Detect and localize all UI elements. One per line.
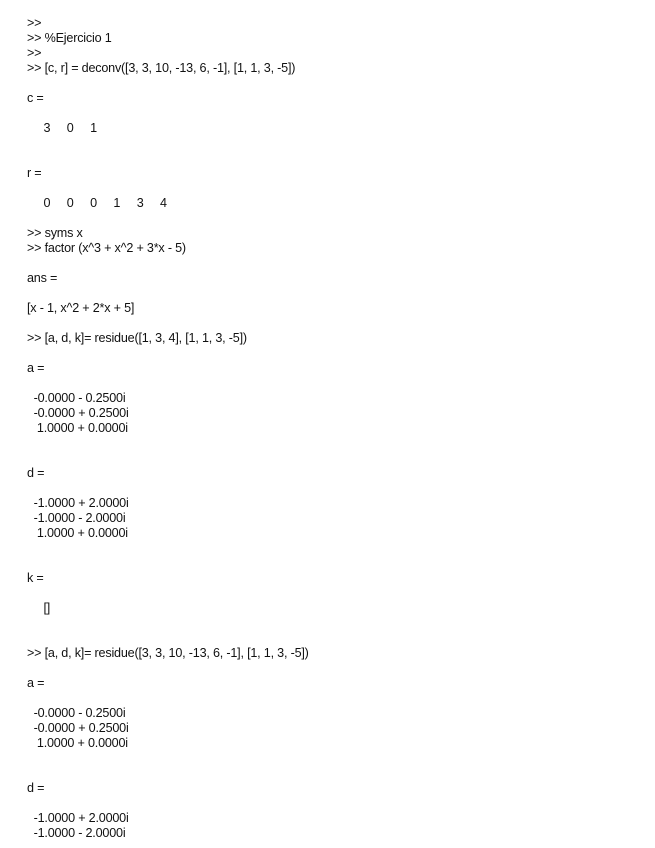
command-line: >> [a, d, k]= residue([3, 3, 10, -13, 6, -1], [1, 1, 3, -5]) (27, 646, 309, 660)
blank-line (27, 481, 637, 496)
output-line: -0.0000 + 0.2500i (27, 721, 129, 735)
output-line: ans = (27, 271, 58, 285)
blank-line (27, 346, 637, 361)
blank-line (27, 106, 637, 121)
output-line: -0.0000 + 0.2500i (27, 406, 129, 420)
output-line: c = (27, 91, 44, 105)
blank-line (27, 181, 637, 196)
blank-line (27, 76, 637, 91)
output-line: -1.0000 - 2.0000i (27, 826, 126, 840)
output-line: -0.0000 - 0.2500i (27, 391, 126, 405)
output-line: d = (27, 781, 45, 795)
output-line: -1.0000 + 2.0000i (27, 811, 129, 825)
blank-line (27, 751, 637, 766)
output-line: 1.0000 + 0.0000i (27, 421, 128, 435)
blank-line (27, 691, 637, 706)
output-line: -1.0000 - 2.0000i (27, 511, 126, 525)
blank-line (27, 586, 637, 601)
blank-line (27, 376, 637, 391)
blank-line (27, 136, 637, 151)
output-line: 1.0000 + 0.0000i (27, 736, 128, 750)
command-window-output (27, 16, 637, 841)
output-line: 0 0 0 1 3 4 (27, 196, 167, 210)
output-line: 3 0 1 (27, 121, 97, 135)
command-line: >> %Ejercicio 1 (27, 31, 112, 45)
blank-line (27, 616, 637, 631)
command-line: >> factor (x^3 + x^2 + 3*x - 5) (27, 241, 186, 255)
blank-line (27, 436, 637, 451)
blank-line (27, 766, 637, 781)
output-line: a = (27, 361, 45, 375)
blank-line (27, 556, 637, 571)
blank-line (27, 316, 637, 331)
output-line: d = (27, 466, 45, 480)
blank-line (27, 211, 637, 226)
output-line: [] (27, 601, 51, 615)
command-line: >> [c, r] = deconv([3, 3, 10, -13, 6, -1], [1, 1, 3, -5]) (27, 61, 296, 75)
output-line: a = (27, 676, 45, 690)
command-line: >> (27, 16, 42, 30)
output-line: r = (27, 166, 42, 180)
output-line: -0.0000 - 0.2500i (27, 706, 126, 720)
command-line: >> (27, 46, 42, 60)
blank-line (27, 631, 637, 646)
command-line: >> [a, d, k]= residue([1, 3, 4], [1, 1, 3, -5]) (27, 331, 247, 345)
blank-line (27, 451, 637, 466)
output-line: -1.0000 + 2.0000i (27, 496, 129, 510)
blank-line (27, 151, 637, 166)
output-line: k = (27, 571, 44, 585)
blank-line (27, 661, 637, 676)
blank-line (27, 796, 637, 811)
blank-line (27, 286, 637, 301)
output-line: 1.0000 + 0.0000i (27, 526, 128, 540)
output-line: [x - 1, x^2 + 2*x + 5] (27, 301, 135, 315)
command-line: >> syms x (27, 226, 83, 240)
blank-line (27, 256, 637, 271)
blank-line (27, 541, 637, 556)
